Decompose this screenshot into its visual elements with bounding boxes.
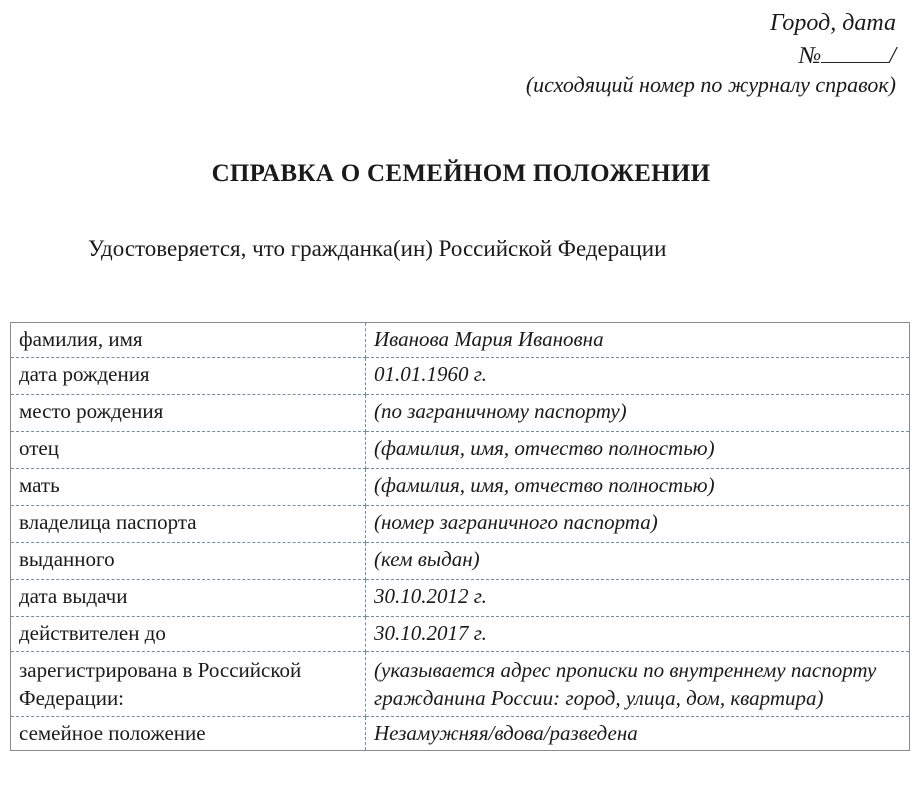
table-row [11, 469, 910, 506]
city-date: Город, дата [770, 10, 896, 36]
table-row [11, 323, 910, 358]
number-suffix: / [889, 43, 896, 69]
row-label: выданного [11, 543, 366, 580]
outgoing-number [799, 42, 896, 70]
registration-value: (указывается адрес прописки по внутреннему паспорту гражданина России: город, улица, дом, квартира) [366, 652, 910, 717]
row-label: отец [11, 432, 366, 469]
row-label: место рождения [11, 395, 366, 432]
row-label: фамилия, имя [11, 323, 366, 358]
number-prefix: № [798, 43, 822, 69]
number-blank [821, 42, 889, 63]
row-value: (номер заграничного паспорта) [366, 506, 910, 543]
table-row [11, 358, 910, 395]
row-label: владелица паспорта [11, 506, 366, 543]
registration-row [11, 652, 910, 717]
row-label: дата рождения [11, 358, 366, 395]
table-row [11, 395, 910, 432]
table-row [11, 617, 910, 652]
row-value: (по заграничному паспорту) [366, 395, 910, 432]
row-value: Иванова Мария Ивановна [366, 323, 910, 358]
row-label: действителен до [11, 617, 366, 652]
table-row [11, 432, 910, 469]
personal-info-table [10, 322, 910, 751]
marital-row [11, 717, 910, 751]
marital-label: семейное положение [11, 717, 366, 751]
table-row [11, 580, 910, 617]
table-row [11, 506, 910, 543]
marital-value: Незамужняя/вдова/разведена [366, 717, 910, 751]
journal-note: (исходящий номер по журналу справок) [525, 72, 896, 97]
row-value: 30.10.2012 г. [366, 580, 910, 617]
row-value: (кем выдан) [366, 543, 910, 580]
row-label: мать [11, 469, 366, 506]
row-value: 30.10.2017 г. [366, 617, 910, 652]
table-row [11, 543, 910, 580]
row-value: (фамилия, имя, отчество полностью) [366, 432, 910, 469]
certification-statement: Удостоверяется, что гражданка(ин) Российской Федерации [88, 236, 667, 261]
row-value: 01.01.1960 г. [366, 358, 910, 395]
document-title: СПРАВКА О СЕМЕЙНОМ ПОЛОЖЕНИИ [211, 160, 711, 187]
row-value: (фамилия, имя, отчество полностью) [366, 469, 910, 506]
registration-label: зарегистрирована в Российской Федерации: [11, 652, 366, 717]
row-label: дата выдачи [11, 580, 366, 617]
